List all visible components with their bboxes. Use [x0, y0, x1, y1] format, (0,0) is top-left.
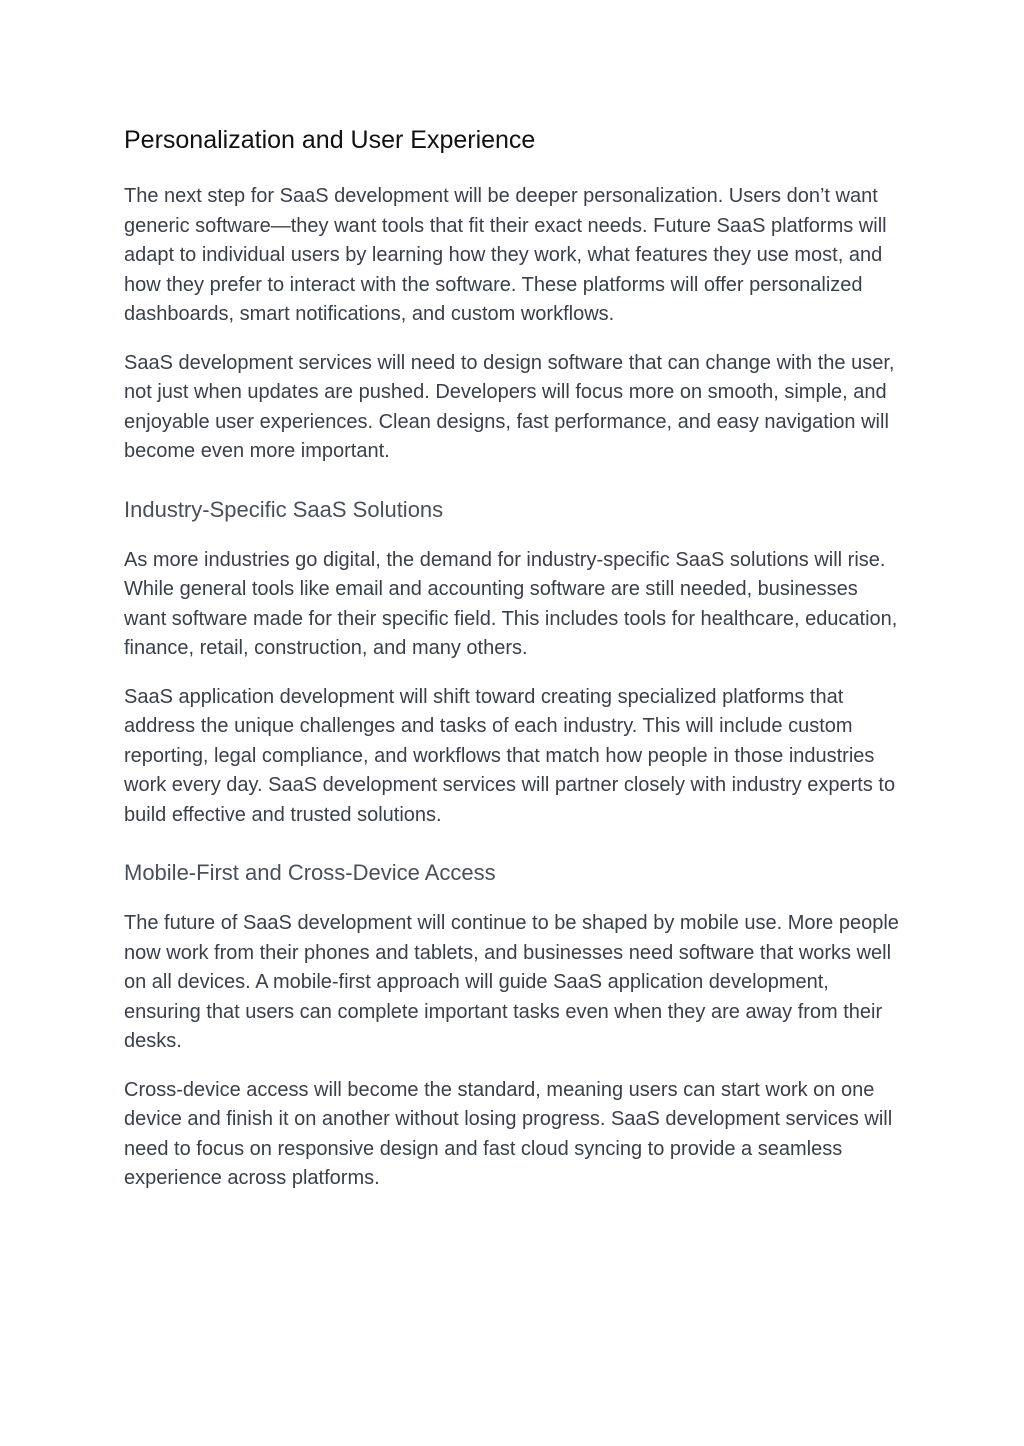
page-title: Personalization and User Experience — [124, 126, 536, 154]
section-heading-industry-specific: Industry-Specific SaaS Solutions — [124, 496, 444, 522]
paragraph: The future of SaaS development will continue to be shaped by mobile use. More people now work from their phones and tablets, and businesses need software that works well on all devices. A mobile-first approach will guide SaaS application development, ensuring that users can complete important tasks even when they are away from their desks. — [124, 912, 899, 1052]
section-heading-mobile-first: Mobile-First and Cross-Device Access — [124, 860, 496, 885]
paragraph: SaaS development services will need to design software that can change with the user, not just when updates are pushed. Developers will focus more on smooth, simple, and enjoyable user experiences. Clean designs, fast performance, and easy navigation will become even more important. — [124, 351, 895, 462]
paragraph: Cross-device access will become the standard, meaning users can start work on one device and finish it on another without losing progress. SaaS development services will need to focus on responsive design and fast cloud syncing to provide a seamless experience across platforms. — [124, 1078, 893, 1189]
paragraph: As more industries go digital, the demand for industry-specific SaaS solutions will rise. While general tools like email and accounting software are still needed, businesses want software made for their specific field. This includes tools for healthcare, education, finance, retail, construction, and many others. — [124, 548, 898, 659]
paragraph: SaaS application development will shift toward creating specialized platforms that address the unique challenges and tasks of each industry. This will include custom reporting, legal compliance, and workflows that match how people in those industries work every day. SaaS development services will partner closely with industry experts to build effective and trusted solutions. — [124, 685, 896, 826]
paragraph: The next step for SaaS development will be deeper personalization. Users don’t want generic software—they want tools that fit their exact needs. Future SaaS platforms will adapt to individual users by learning how they work, what features they use most, and how they prefer to interact with the software. These platforms will offer personalized dashboards, smart notifications, and custom workflows. — [124, 185, 887, 325]
